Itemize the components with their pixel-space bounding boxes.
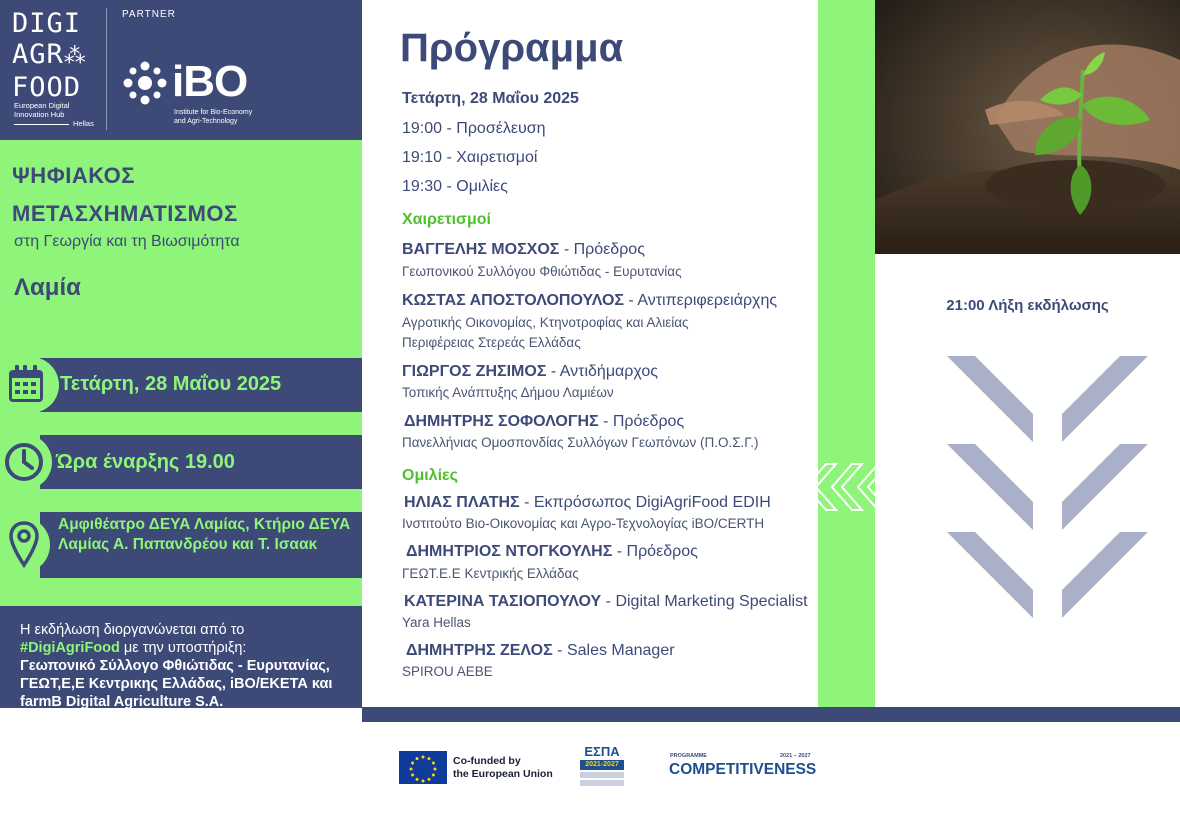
location-pin-icon	[8, 520, 40, 570]
digiagrifood-logo	[12, 8, 87, 103]
schedule-item: 19:00 - Προσέλευση	[402, 120, 546, 137]
speaker-affiliation: Γεωπονικού Συλλόγου Φθιώτιδας - Ευρυτανίας	[402, 264, 682, 279]
speaker-name: ΔΗΜΗΤΡΙΟΣ ΝΤΟΓΚΟΥΛΗΣ	[406, 543, 613, 560]
speaker-line	[402, 363, 658, 381]
plant-photo	[875, 0, 1180, 254]
ibo-logo-text: iBO	[172, 57, 248, 106]
logo-subtitle	[14, 101, 94, 128]
ibo-sub-line: and Agri-Technology	[174, 118, 238, 125]
program-date: Τετάρτη, 28 Μαΐου 2025	[402, 90, 579, 107]
organizer-intro: Η εκδήλωση διοργανώνεται από το	[20, 622, 245, 638]
ibo-subtitle	[174, 108, 252, 126]
speaker-line	[404, 593, 808, 611]
ibo-dots-icon	[122, 60, 168, 106]
logo-divider	[106, 8, 107, 130]
speaker-name: ΓΙΩΡΓΟΣ ΖΗΣΙΜΟΣ	[402, 363, 547, 380]
talks-heading: Ομιλίες	[402, 467, 458, 484]
eu-text-line: the European Union	[453, 768, 553, 780]
eu-cofunded-text	[453, 755, 553, 781]
event-date: Τετάρτη, 28 Μαΐου 2025	[60, 373, 282, 395]
chevrons-decoration	[800, 460, 900, 514]
organizer-text	[20, 621, 350, 711]
greetings-heading: Χαιρετισμοί	[402, 211, 491, 228]
downward-chevrons-decoration	[945, 354, 1150, 624]
speaker-name: ΚΑΤΕΡΙΝΑ ΤΑΣΙΟΠΟΥΛΟΥ	[404, 593, 602, 610]
speaker-line	[404, 413, 684, 431]
speaker-role: - Αντιπεριφερειάρχης	[623, 292, 778, 309]
speaker-line	[402, 292, 777, 310]
speaker-line	[404, 494, 771, 512]
ibo-sub-line: Institute for Bio-Economy	[174, 109, 253, 116]
speaker-name: ΔΗΜΗΤΡΗΣ ΣΟΦΟΛΟΓΗΣ	[404, 413, 599, 430]
speaker-role: - Sales Manager	[552, 642, 675, 659]
schedule-item: 19:10 - Χαιρετισμοί	[402, 149, 538, 166]
hashtag: #DigiAgriFood	[20, 640, 120, 656]
speaker-role: - Πρόεδρος	[559, 241, 645, 258]
competitiveness-logo: COMPETITIVENESS	[669, 761, 817, 778]
plant-seedling-image	[875, 0, 1180, 254]
speaker-affiliation: Περιφέρειας Στερεάς Ελλάδας	[402, 335, 581, 350]
bottom-bar	[362, 707, 1180, 722]
speaker-affiliation: Τοπικής Ανάπτυξης Δήμου Λαμιέων	[402, 385, 614, 400]
event-title-line2: ΜΕΤΑΣΧΗΜΑΤΙΣΜΟΣ	[12, 201, 238, 226]
logo-line: FOOD	[12, 72, 82, 103]
programme-years: 2021 – 2027	[780, 753, 811, 759]
event-location: Αμφιθέατρο ΔΕΥΑ Λαμίας, Κτήριο ΔΕΥΑ Λαμίας Α. Παπανδρέου και Τ. Ισαακ	[58, 516, 351, 553]
speaker-name: ΒΑΓΓΕΛΗΣ ΜΟΣΧΟΣ	[402, 241, 560, 258]
espa-years: 2021-2027	[580, 760, 624, 770]
speaker-role: - Πρόεδρος	[598, 413, 685, 430]
speaker-role: - Εκπρόσωπος DigiAgriFood EDIH	[519, 494, 771, 511]
divider-line	[14, 124, 69, 125]
speaker-affiliation: SPIROU AEBE	[402, 664, 493, 679]
organizer-partners: Γεωπονικό Σύλλογο Φθιώτιδας - Ευρυτανίας, ΓΕΩΤ,Ε,Ε Κεντρικης Ελλάδας, iBO/ΕΚΕΤΑ και farmB Digital Agriculture S.A.	[20, 658, 333, 710]
event-end-time: 21:00 Λήξη εκδήλωσης	[946, 297, 1109, 314]
speaker-affiliation: ΓΕΩΤ.Ε.Ε Κεντρικής Ελλάδας	[402, 566, 579, 581]
espa-stripe	[580, 772, 624, 778]
logo-sub-line-text: Hellas	[73, 119, 94, 128]
organizer-support: με την υποστήριξη:	[119, 640, 247, 656]
espa-logo	[578, 745, 626, 789]
program-title: Πρόγραμμα	[400, 26, 624, 70]
partner-label: PARTNER	[122, 9, 176, 20]
schedule-item: 19:30 - Ομιλίες	[402, 178, 508, 195]
espa-label: ΕΣΠΑ	[584, 744, 620, 759]
speaker-line	[402, 241, 645, 259]
espa-stripe	[580, 780, 624, 786]
calendar-icon	[8, 364, 44, 404]
logo-sub-line	[14, 119, 94, 128]
logo-sub-line: European Digital	[14, 101, 70, 110]
clock-icon	[4, 442, 44, 482]
event-title-line1: ΨΗΦΙΑΚΟΣ	[12, 163, 135, 188]
eu-text-line: Co-funded by	[453, 755, 521, 767]
speaker-affiliation: Yara Hellas	[402, 615, 471, 630]
speaker-line	[406, 642, 675, 660]
speaker-role: - Πρόεδρος	[612, 543, 698, 560]
speaker-affiliation: Πανελλήνιας Ομοσπονδίας Συλλόγων Γεωπόνων (Π.Ο.Σ.Γ.)	[402, 435, 759, 450]
green-accent-strip	[818, 0, 875, 708]
wheat-icon: ⁂	[63, 44, 87, 69]
event-start-time: Ώρα έναρξης 19.00	[56, 451, 235, 473]
logo-line-text: AGR	[12, 39, 64, 70]
speaker-name: ΚΩΣΤΑΣ ΑΠΟΣΤΟΛΟΠΟΥΛΟΣ	[402, 292, 624, 309]
event-city: Λαμία	[14, 274, 81, 301]
logo-line	[12, 39, 87, 72]
logo-line: DIGI	[12, 8, 82, 39]
speaker-line	[406, 543, 698, 561]
speaker-name: ΔΗΜΗΤΡΗΣ ΖΕΛΟΣ	[406, 642, 553, 659]
speaker-affiliation: Αγροτικής Οικονομίας, Κτηνοτροφίας και Αλιείας	[402, 315, 689, 330]
programme-label: PROGRAMME	[670, 753, 707, 759]
event-subtitle: στη Γεωργία και τη Βιωσιμότητα	[14, 233, 240, 250]
logo-sub-line: Innovation Hub	[14, 110, 65, 119]
speaker-role: - Digital Marketing Specialist	[601, 593, 808, 610]
speaker-role: - Αντιδήμαρχος	[546, 363, 658, 380]
eu-flag-icon	[399, 751, 447, 784]
speaker-affiliation: Ινστιτούτο Βιο-Οικονομίας και Αγρο-Τεχνολογίας iBO/CERTH	[402, 516, 765, 531]
speaker-name: ΗΛΙΑΣ ΠΛΑΤΗΣ	[404, 494, 520, 511]
